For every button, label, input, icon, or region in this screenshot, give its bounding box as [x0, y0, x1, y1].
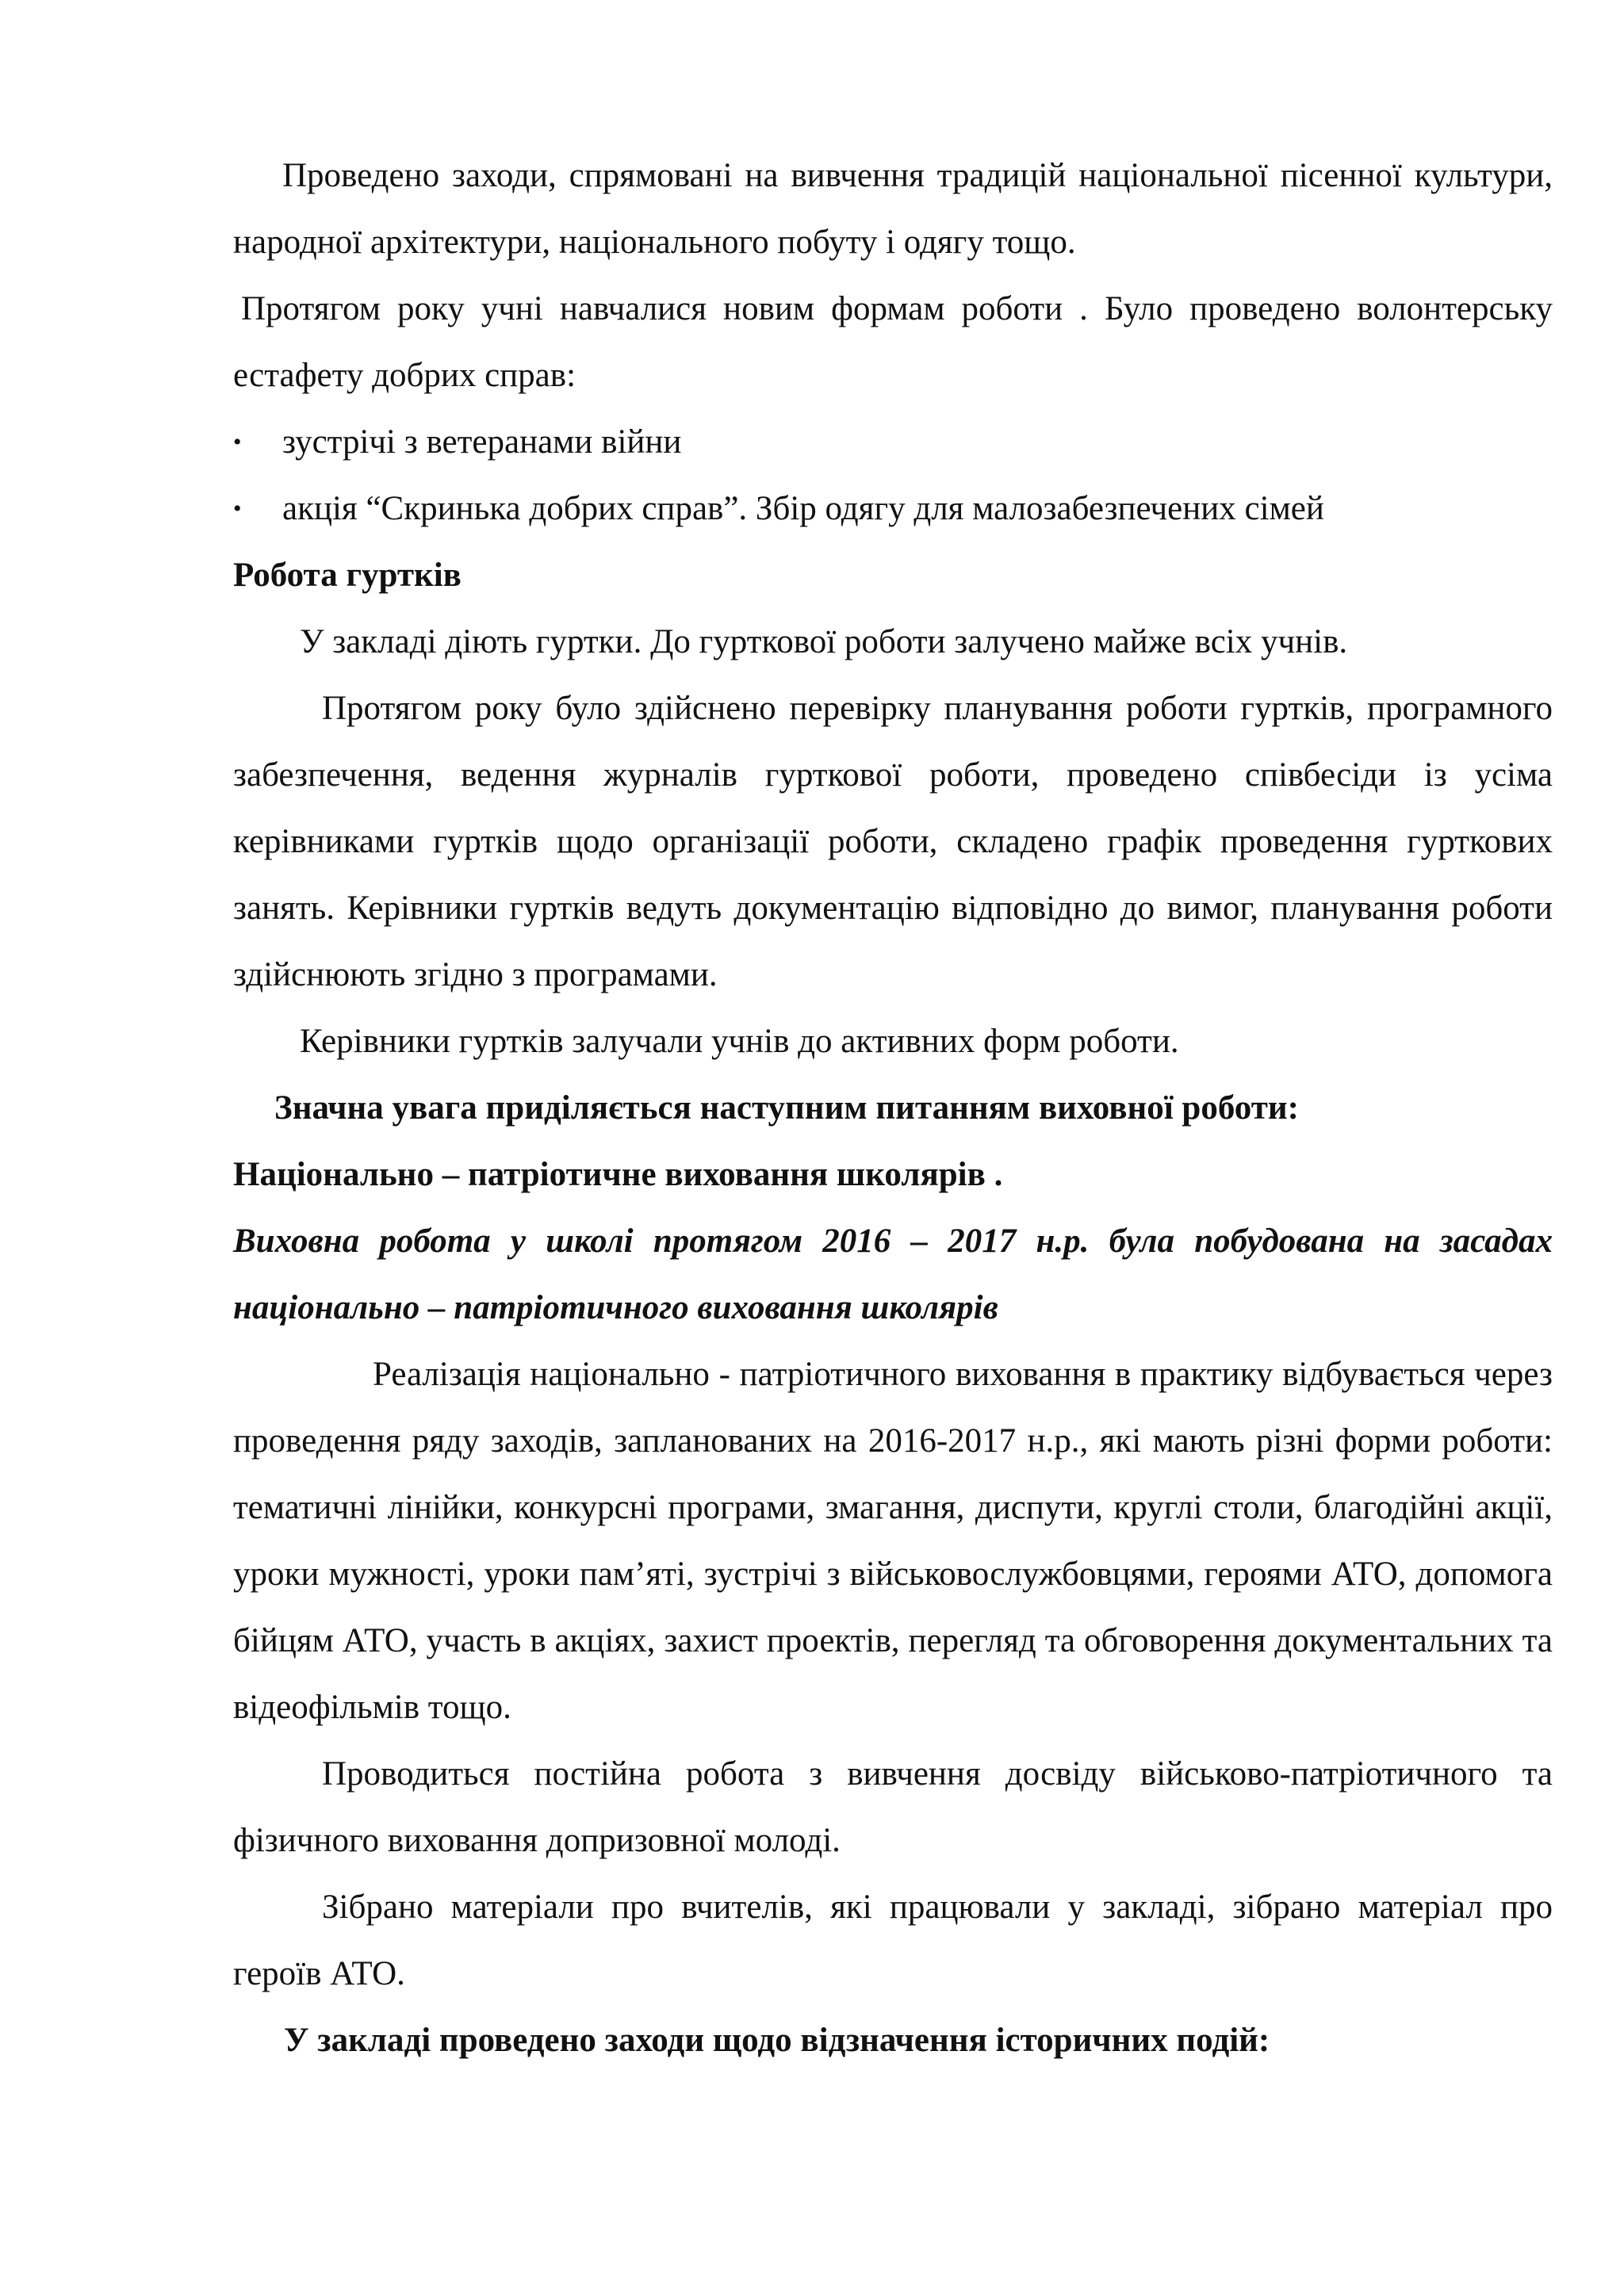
paragraph-new-forms: Протягом року учні навчалися новим формам роботи . Було проведено волонтерську естафету добрих справ:	[233, 290, 1553, 394]
heading-historical-events: У закладі проведено заходи щодо відзначення історичних подій:	[284, 2022, 1270, 2059]
paragraph-military-experience: Проводиться постійна робота з вивчення досвіду військово-патріотичного та фізичного виховання допризовної молоді.	[233, 1755, 1553, 1859]
list-item-text: акція “Скринька добрих справ”. Збір одягу для малозабезпечених сімей	[282, 490, 1324, 527]
paragraph-patriotic-forms: Реалізація національно - патріотичного виховання в практику відбувається через проведення ряду заходів, запланованих на 2016-2017 н.р., які мають різні форми роботи: тематичні лінійки, конкурсні програми, змагання, диспути, круглі столи, благодійні акції, уроки мужності, уроки пам’яті, зустрічі з військовослужбовцями, героями АТО, допомога бійцям АТО, участь в акціях, захист проектів, перегляд та обговорення документальних та відеофільмів тощо.	[233, 1356, 1553, 1726]
heading-patriotic: Національно – патріотичне виховання школярів .	[233, 1156, 1003, 1193]
paragraph-groups-check: Протягом року було здійснено перевірку планування роботи гуртків, програмного забезпечення, ведення журналів гурткової роботи, проведено співбесіди із усіма керівниками гуртків щодо організації роботи, складено графік проведення гурткових занять. Керівники гуртків ведуть документацію відповідно до вимог, планування роботи здійснюють згідно з програмами.	[233, 690, 1553, 993]
document-page	[233, 143, 1553, 2074]
heading-groups: Робота гуртків	[233, 557, 462, 594]
list-item	[233, 476, 1553, 542]
heading-attention: Значна увага приділяється наступним питанням виховної роботи:	[274, 1089, 1299, 1127]
paragraph-groups-leaders: Керівники гуртків залучали учнів до активних форм роботи.	[300, 1023, 1179, 1060]
list-item	[233, 409, 1553, 476]
bullet-icon: •	[233, 429, 242, 455]
bullet-list	[233, 409, 1553, 542]
paragraph-song-culture: Проведено заходи, спрямовані на вивчення традицій національної пісенної культури, народної архітектури, національного побуту і одягу тощо.	[233, 157, 1553, 261]
paragraph-teachers-materials: Зібрано матеріали про вчителів, які працювали у закладі, зібрано матеріал про героїв АТО.	[233, 1888, 1553, 1992]
list-item-text: зустрічі з ветеранами війни	[282, 423, 682, 461]
bullet-icon: •	[233, 496, 242, 522]
paragraph-italic-lead: Виховна робота у школі протягом 2016 – 2017 н.р. була побудована на засадах національно – патріотичного виховання школярів	[233, 1223, 1553, 1326]
paragraph-groups-intro: У закладі діють гуртки. До гурткової роботи залучено майже всіх учнів.	[300, 623, 1348, 660]
